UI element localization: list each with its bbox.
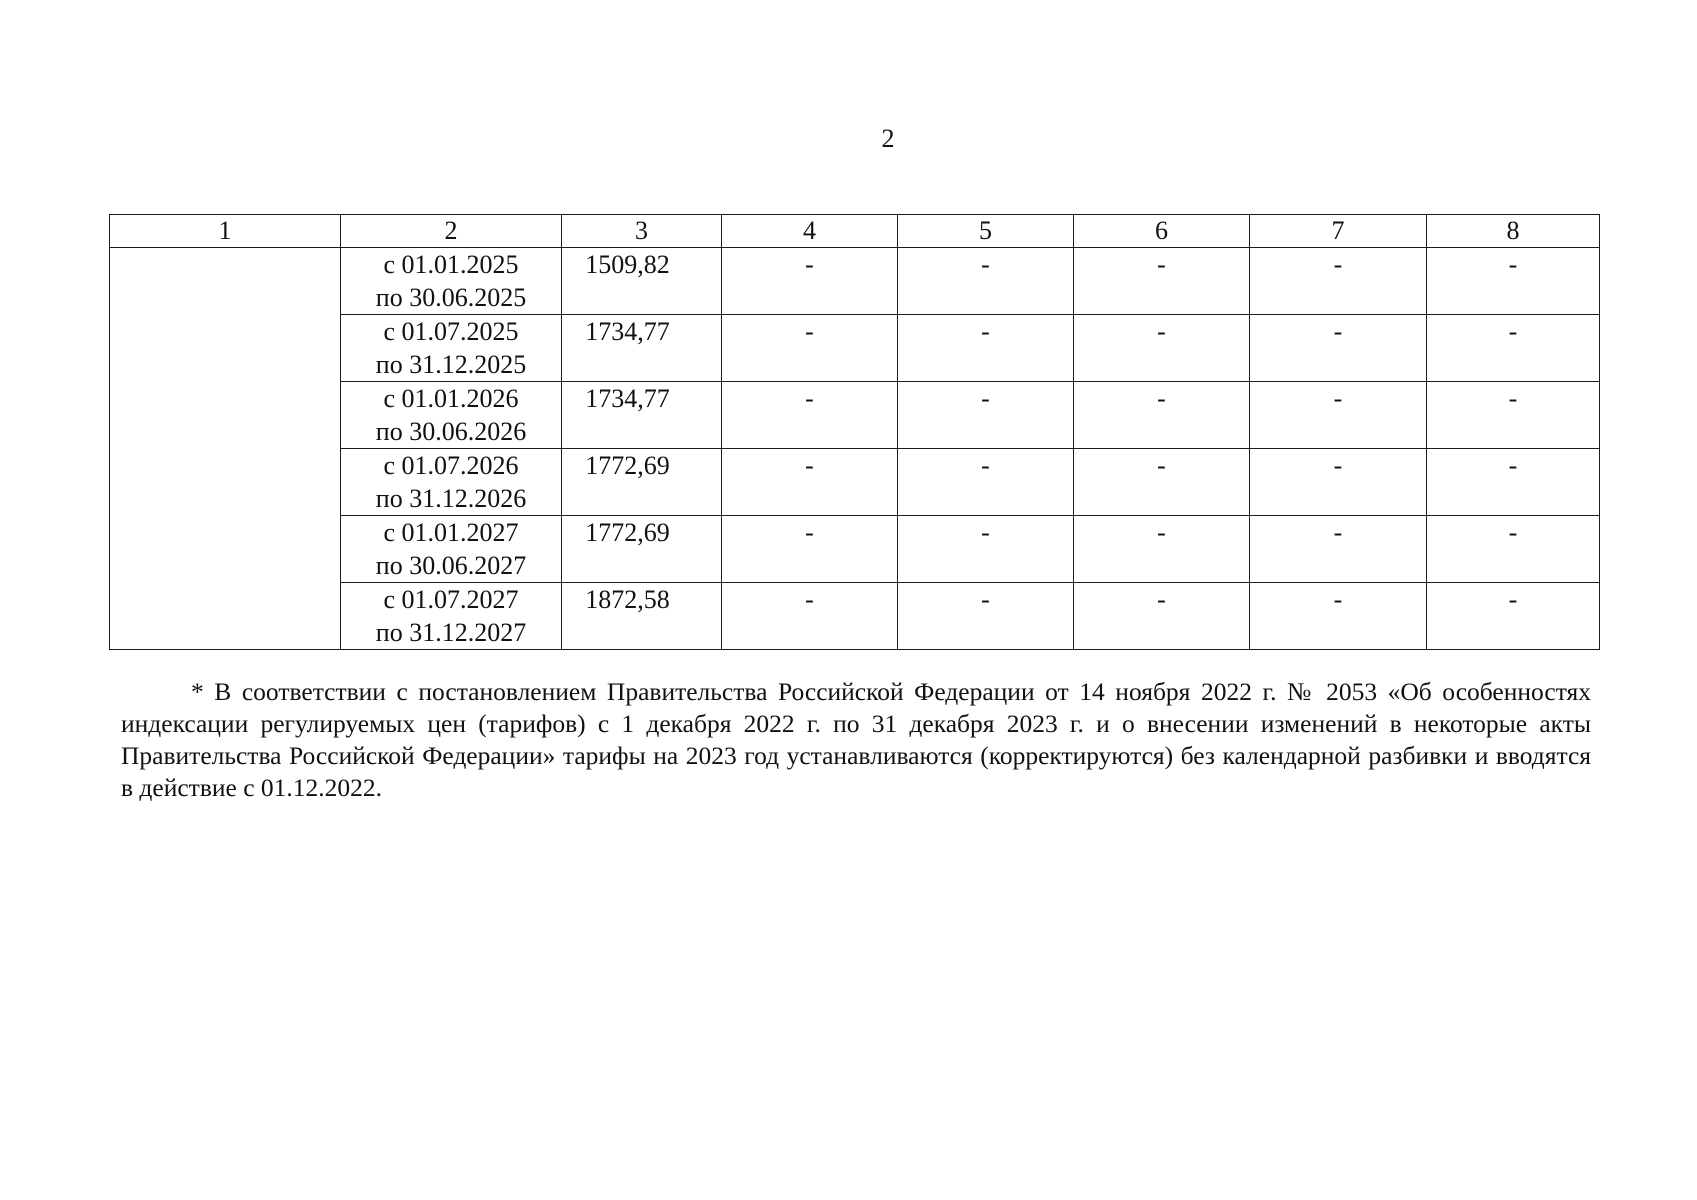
merged-empty-cell [110, 248, 341, 650]
dash-cell: - [898, 315, 1074, 382]
dash-cell: - [1250, 248, 1427, 315]
dash-cell: - [1074, 516, 1250, 583]
footnote [121, 676, 1591, 804]
period-from: с 01.01.2026 [383, 384, 519, 413]
dash-cell: - [722, 382, 898, 449]
column-header-8: 8 [1427, 215, 1600, 248]
page-number: 2 [881, 124, 895, 153]
period-to: по 30.06.2025 [375, 283, 527, 312]
dash-cell: - [722, 248, 898, 315]
dash-cell: - [1427, 516, 1600, 583]
dash-cell: - [1250, 583, 1427, 650]
dash-cell: - [898, 449, 1074, 516]
dash-cell: - [722, 583, 898, 650]
tariff-value: 1734,77 [562, 382, 722, 449]
period-to: по 31.12.2026 [375, 484, 527, 513]
period-from: с 01.07.2026 [383, 451, 519, 480]
dash-cell: - [722, 315, 898, 382]
column-header-7: 7 [1250, 215, 1427, 248]
period-to: по 31.12.2025 [375, 350, 527, 379]
period-cell [341, 583, 562, 650]
column-header-1: 1 [110, 215, 341, 248]
dash-cell: - [722, 449, 898, 516]
dash-cell: - [722, 516, 898, 583]
dash-cell: - [1250, 315, 1427, 382]
period-from: с 01.07.2025 [383, 317, 519, 346]
period-cell [341, 315, 562, 382]
tariff-table [109, 214, 1600, 650]
table-row [110, 248, 1600, 315]
dash-cell: - [1427, 583, 1600, 650]
period-to: по 30.06.2027 [375, 551, 527, 580]
tariff-value: 1734,77 [562, 315, 722, 382]
dash-cell: - [1250, 382, 1427, 449]
dash-cell: - [1250, 449, 1427, 516]
column-header-2: 2 [341, 215, 562, 248]
dash-cell: - [1427, 248, 1600, 315]
period-cell [341, 248, 562, 315]
dash-cell: - [898, 516, 1074, 583]
period-cell [341, 449, 562, 516]
period-to: по 31.12.2027 [375, 618, 527, 647]
tariff-value: 1772,69 [562, 516, 722, 583]
tariff-value: 1872,58 [562, 583, 722, 650]
column-header-3: 3 [562, 215, 722, 248]
footnote-text: * В соответствии с постановлением Правительства Российской Федерации от 14 ноября 2022 г. № 2053 «Об особенностях индексации регулируемых цен (тарифов) с 1 декабря 2022 г. по 31 декабря 2023 г. и о внесении изменений в некоторые акты Правительства Российской Федерации» тарифы на 2023 год устанавливаются (корректируются) без календарной разбивки и вводятся в действие с 01.12.2022. [121, 677, 1591, 802]
dash-cell: - [1074, 583, 1250, 650]
column-header-4: 4 [722, 215, 898, 248]
dash-cell: - [1074, 449, 1250, 516]
dash-cell: - [1074, 382, 1250, 449]
period-from: с 01.01.2027 [383, 518, 519, 547]
dash-cell: - [1074, 315, 1250, 382]
dash-cell: - [898, 382, 1074, 449]
dash-cell: - [1074, 248, 1250, 315]
tariff-value: 1772,69 [562, 449, 722, 516]
column-header-6: 6 [1074, 215, 1250, 248]
period-cell [341, 516, 562, 583]
period-from: с 01.01.2025 [383, 250, 519, 279]
tariff-value: 1509,82 [562, 248, 722, 315]
dash-cell: - [898, 248, 1074, 315]
dash-cell: - [1427, 449, 1600, 516]
period-to: по 30.06.2026 [375, 417, 527, 446]
period-cell [341, 382, 562, 449]
dash-cell: - [1427, 315, 1600, 382]
dash-cell: - [1250, 516, 1427, 583]
dash-cell: - [1427, 382, 1600, 449]
dash-cell: - [898, 583, 1074, 650]
table-header-row [110, 215, 1600, 248]
period-from: с 01.07.2027 [383, 585, 519, 614]
column-header-5: 5 [898, 215, 1074, 248]
